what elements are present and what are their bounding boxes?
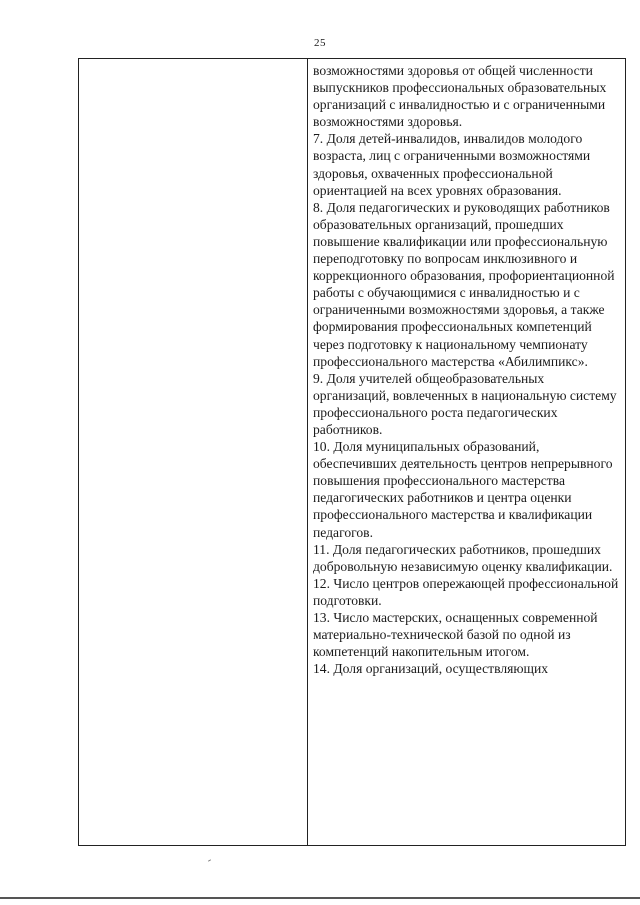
indicator-paragraph: 13. Число мастерских, оснащенных современной материально-технической базой по одной из компетенций накопительным итогом.: [313, 610, 598, 660]
indicator-paragraph: 14. Доля организаций, осуществляющих: [313, 661, 549, 677]
page-number: 25: [314, 37, 326, 49]
indicator-paragraph: возможностями здоровья от общей численности выпускников профессиональных образовательных организаций с инвалидностью и с ограниченными возможностями здоровья.: [313, 63, 607, 130]
scan-edge-line: [0, 897, 640, 899]
document-table: [78, 58, 626, 846]
indicator-paragraph: 10. Доля муниципальных образований, обеспечивших деятельность центров непрерывного повышения профессионального мастерства педагогических работников и центра оценки профессионального мастерства и квалификации педагогов.: [313, 439, 613, 540]
table-cell-right: [308, 59, 625, 845]
table-cell-left: [79, 59, 308, 845]
indicator-paragraph: 8. Доля педагогических и руководящих работников образовательных организаций, прошедших повышение квалификации или профессиональную переподготовку по вопросам инклюзивного и коррекционного образования, профориентационной работы с обучающимися с инвалидностью и с ограниченными возможностями здоровья, а также формирования профессиональных компетенций через подготовку к национальному чемпионату профессионального мастерства «Абилимпикс».: [313, 199, 615, 369]
scan-speck: [208, 859, 211, 861]
indicator-paragraph: 11. Доля педагогических работников, прошедших добровольную независимую оценку квалификации.: [313, 541, 613, 574]
indicator-paragraph: 12. Число центров опережающей профессиональной подготовки.: [313, 575, 619, 608]
indicator-paragraph: 7. Доля детей-инвалидов, инвалидов молодого возраста, лиц с ограниченными возможностями здоровья, охваченных профессиональной ориентацией на всех уровнях образования.: [313, 131, 591, 198]
indicator-paragraph: 9. Доля учителей общеобразовательных организаций, вовлеченных в национальную систему профессионального роста педагогических работников.: [313, 370, 617, 437]
